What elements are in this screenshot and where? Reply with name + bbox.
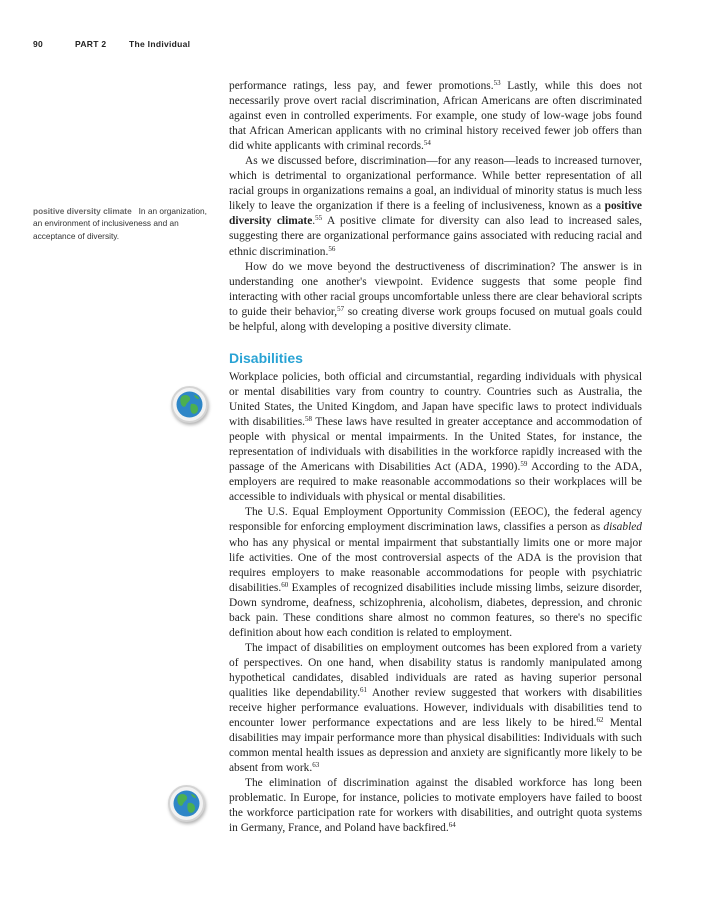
part-label: PART 2 [75,39,107,49]
margin-term: positive diversity climate [33,206,132,216]
paragraph: How do we move beyond the destructiveness of discrimination? The answer is in understanding one another's viewpoint. Evidence suggests that some people find interacting with other racial groups uncomfortable unless there are clear behavioral scripts to guide their behavior,$^{57}$ so creating diverse work groups focused on mutual goals could be helpful, along with developing a positive diversity climate. [229,260,643,333]
paragraph: Workplace policies, both official and circumstantial, regarding individuals with physical or mental disabilities vary from country to country. Countries such as Australia, the United States, the United Kingdom, and Japan have specific laws to protect individuals with disabilities.$^{58}$ These laws have resulted in greater acceptance and accommodation of people with physical or mental impairments. In the United States, for instance, the representation of individuals with disabilities in the workforce rapidly increased with the passage of the Americans with Disabilities Act (ADA, 1990).$^{59}$ According to the ADA, employers are required to make reasonable accommodations so their workplaces will be accessible to individuals with physical or mental disabilities. [229,371,642,504]
margin-definition-text: In an organization, an environment of inclusiveness and an acceptance of diversity. [33,206,207,241]
paragraph: The elimination of discrimination against the disabled workforce has long been problematic. In Europe, for instance, policies to motivate employers have failed to boost the workforce participation rate for workers with disabilities, and outright quota systems in Germany, France, and Poland have backfired.$^{64}$ [229,777,642,835]
paragraph: The impact of disabilities on employment outcomes has been explored from a variety of perspectives. On one hand, when disability status is randomly manipulated among hypothetical candidates, disabled individuals are rated as having superior personal qualities like dependability.$^{61}$ Another review suggested that workers with disabilities receive higher performance evaluations. However, individuals with disabilities tend to encounter lower performance expectations and are less likely to be hired.$^{62}$ Mental disabilities may impair performance more than physical disabilities: Individuals with such common mental health issues as depression and anxiety are significantly more likely to be absent from work.$^{63}$ [229,641,643,775]
globe-icon [171,386,208,423]
part-title: The Individual [129,39,191,49]
top-text-block [229,79,642,335]
section-text-block [229,370,642,836]
key-term: positive diversity climate [229,200,642,228]
paragraph: performance ratings, less pay, and fewer promotions.$^{53}$ Lastly, while this does not necessarily prove overt racial discrimination, African Americans are often discriminated against even in controlled experiments. For example, one study of low-wage jobs found that African American applicants with no criminal history received fewer job offers than did white applicants with criminal records.$^{54}$ [229,79,643,153]
running-header [33,39,190,49]
margin-definition [33,205,213,242]
paragraph: As we discussed before, discrimination—for any reason—leads to increased turnover, which is detrimental to organizational performance. While better representation of all racial groups in organizations remains a goal, an individual of minority status is much less likely to leave the organization if there is a feeling of inclusiveness, known as a positive diversity climate.$^{55}$ A positive climate for diversity can also lead to increased sales, suggesting there are organizational performance gains associated with reducing racial and ethnic discrimination.$^{56}$ [229,155,642,258]
section-heading: Disabilities [229,350,303,366]
paragraph: The U.S. Equal Employment Opportunity Commission (EEOC), the federal agency responsible for enforcing employment discrimination laws, classifies a person as disabled who has any physical or mental impairment that substantially limits one or more major life activities. One of the most controversial aspects of the ADA is the provision that requires employers to make reasonable accommodations for people with psychiatric disabilities.$^{60}$ Examples of recognized disabilities include missing limbs, seizure disorder, Down syndrome, deafness, schizophrenia, alcoholism, diabetes, depression, and chronic back pain. These conditions share almost no common features, so there's no specific definition about how each condition is related to employment. [229,506,642,639]
globe-icon [168,785,205,822]
page-number: 90 [33,39,44,49]
emphasis: disabled [603,521,642,534]
